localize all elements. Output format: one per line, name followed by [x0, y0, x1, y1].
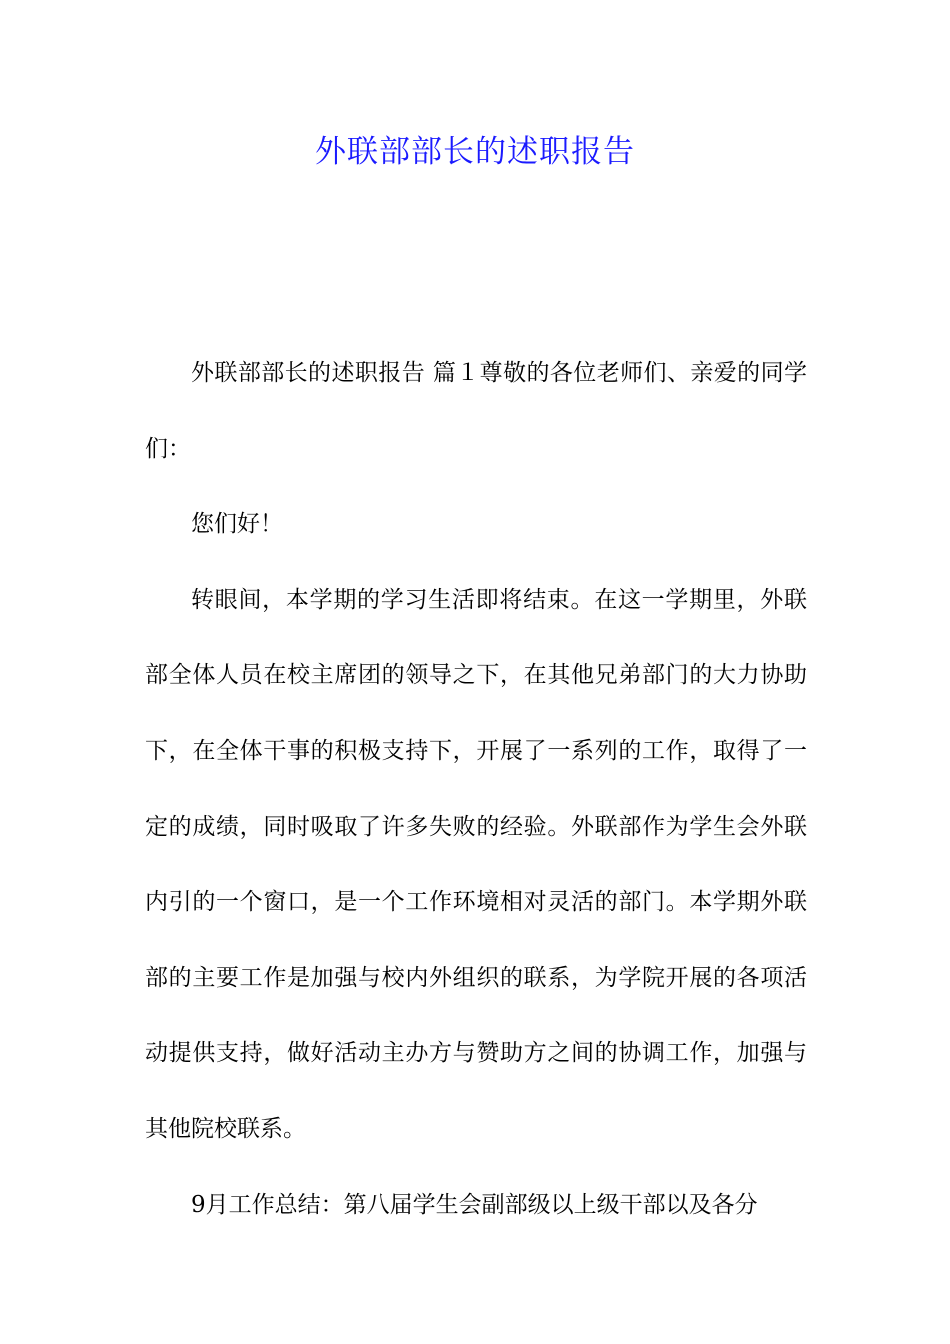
paragraph-summary: 转眼间，本学期的学习生活即将结束。在这一学期里，外联部全体人员在校主席团的领导之下，在其他兄弟部门的大力协助下，在全体干事的积极支持下，开展了一系列的工作，取得了一定的成绩，同时吸取了许多失败的经验。外联部作为学生会外联内引的一个窗口，是一个工作环境相对灵活的部门。本学期外联部的主要工作是加强与校内外组织的联系，为学院开展的各项活动提供支持，做好活动主办方与赞助方之间的协调工作，加强与其他院校联系。 — [145, 586, 807, 1142]
paragraph-greeting-line: 外联部部长的述职报告 篇１尊敬的各位老师们、亲爱的同学们： — [145, 360, 807, 462]
paragraph-salutation: 您们好！ — [191, 511, 283, 538]
document-title: 外联部部长的述职报告 — [315, 134, 635, 170]
paragraph-september-summary: 9月工作总结：第八届学生会副部级以上级干部以及各分 — [191, 1191, 758, 1218]
document-body — [145, 336, 807, 1243]
